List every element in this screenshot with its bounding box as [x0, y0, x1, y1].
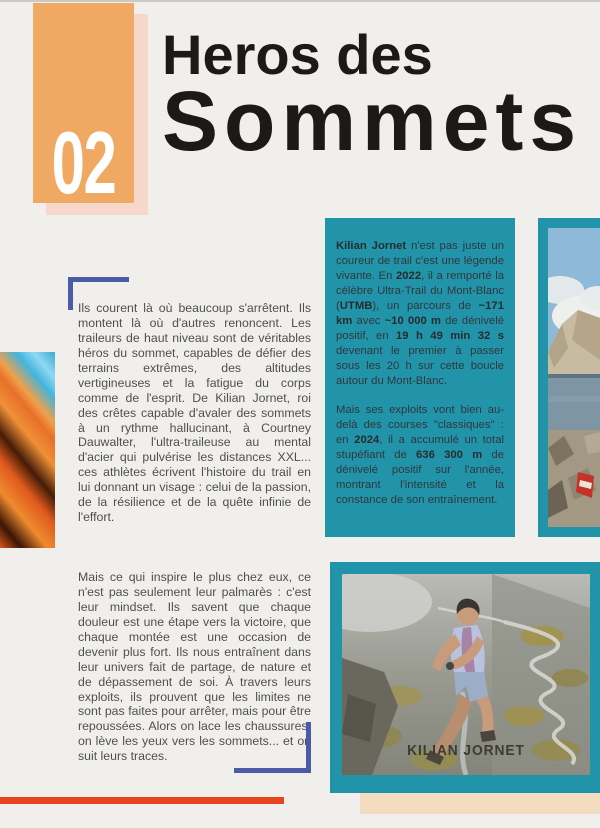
page-number: 02 — [51, 113, 116, 213]
info-box-kilian-jornet — [325, 218, 515, 537]
article-paragraph-2: Mais ce qui inspire le plus chez eux, ce n'est pas seulement leur palmarès : c'est leur mindset. Ils savent que chaque douleur est une étape vers la victoire, que chaque montée est une occasion de devenir plus fort. Ils nous entraînent dans leur univers fait de partage, de nature et de dépassement de soi. À travers leurs exploits, ils prouvent que les limites ne sont pas faites pour arrêter, mais pour être repoussées. Alors on lace les chaussures, on lève les yeux vers les sommets... et on suit leurs traces. — [78, 570, 311, 764]
mountain-lake-photo — [548, 228, 600, 527]
runner-photo — [342, 574, 590, 775]
corner-bracket-bottom-right — [234, 722, 311, 773]
info-box-paragraph-1: Kilian Jornet n'est pas juste un coureur de trail c'est une légende vivante. En 2022, il a remporté la célèbre Ultra-Trail du Mont-Blanc (UTMB), un parcours de ~171 km avec ~10 000 m de dénivelé positif, en 19 h 49 min 32 s devenant le premier à passer sous les 20 h sur cette boucle autour du Mont-Blanc. — [336, 240, 505, 388]
abstract-art-strip — [0, 352, 55, 548]
runner-photo-panel — [330, 562, 600, 793]
runner-photo-caption: KILIAN JORNET — [407, 742, 525, 759]
page-title — [162, 23, 583, 169]
red-bar — [0, 797, 284, 804]
article-paragraph-1: Ils courent là où beaucoup s'arrêtent. Ils montent là où d'autres renoncent. Les traileurs de haut niveau sont de véritables héros du sommet, capables de défier des terrains extrêmes, des altitudes vertigineuses et la fatigue du corps comme de l'esprit. De Kilian Jornet, roi des crêtes capable d'avaler des sommets à un rythme hallucinant, à Courtney Dauwalter, l'ultra-traileuse au mental d'acier qui pulvérise les distances XXL... ces athlètes écrivent l'histoire du trail en lui donnant un visage : celui de la passion, de la résilience et de la quête infinie de l'effort. — [78, 301, 311, 524]
page-title-line2: Sommets — [162, 74, 583, 169]
page-number-badge — [33, 3, 134, 213]
info-box-paragraph-2: Mais ses exploits vont bien au-delà des courses "classiques" : en 2024, il a accumulé un total stupéfiant de 636 300 m de dénivelé positif sur l'année, montrant l'intensité et la constance de son entraînement. — [336, 404, 504, 507]
mountain-lake-photo-frame — [538, 218, 600, 537]
peach-bar — [360, 793, 600, 814]
page-title-line1: Heros des — [162, 23, 433, 86]
page-top-edge — [0, 0, 600, 2]
mountain-lake-illustration — [548, 228, 600, 527]
